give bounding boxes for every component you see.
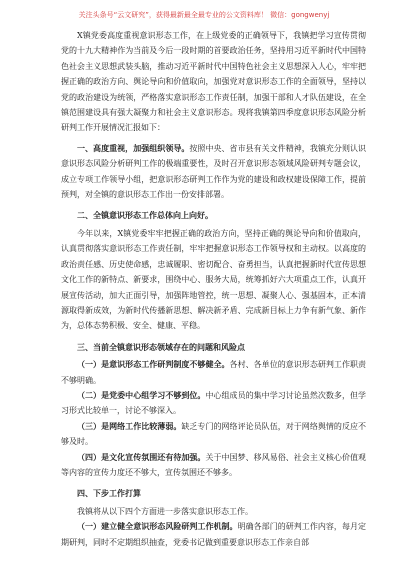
- problem-item: [61, 388, 366, 419]
- section-2-body: 今年以来，X镇党委牢牢把握正确的政治方向，坚持正确的舆论导向和价值取向，认真贯彻落实意识形态工作责任制，牢牢把握意识形态工作领导权和主动权。以高度的政治责任感、历史使命感，忠诚履职、密切配合、奋勇担当，认真把握新时代宣传思想文化工作的新特点、新要求，围绕中心、服务大局，统筹抓好六大项重点工作，认真开展宣传活动，加大正面引导，加强阵地管控，统一思想、凝聚人心、强基固本，正本清源取得新成效，为新时代传播新思想、解决新矛盾、完成新目标上力争有新气象、新作为，总体态势积极、安全、健康、平稳。: [61, 228, 366, 331]
- section-1-body: 按照中央、省市县有关文件精神，我镇充分则认识意识形态风险分析研判工作的极端重要性，及时召开意识形态领域风险研判专题会议，成立专项工作领导小组，把意识形态研判工作作为党的建设和政权建设保障工作，提前预判，对全镇的意识形态工作出一份安排部署。: [61, 143, 367, 200]
- promo-banner[interactable]: 关注头条号“云文研究”，获得最新最全最专业的公文资料库！ 微信：gongwenyj: [78, 11, 330, 19]
- problem-item: [61, 419, 366, 450]
- section-4-intro: 我镇将从以下四个方面进一步落实意识形态工作。: [77, 506, 253, 516]
- problem-item-title: （二）是党委中心组学习不够到位。: [77, 389, 206, 400]
- problem-item-title: （三）是网络工作比较薄弱。: [77, 420, 182, 431]
- section-1: [61, 141, 366, 203]
- section-1-title: 一、高度重视，加强组织领导。: [77, 142, 190, 153]
- intro-paragraph: X镇党委高度重视意识形态工作，在上级党委的正确领导下，我镇把学习宣传贯彻党的十九大精神作为当前及今后一段时期的首要政治任务，坚持用习近平新时代中国特色社会主义思想武装头脑，推动习近平新时代中国特色社会主义思想深入人心，牢牢把握正确的政治方向、舆论导向和价值取向，加强党对意识形态工作的全面领导，坚持以党的政治建设为统领，严格落实意识形态工作责任制，加强干部和人才队伍建设，在全镇范围建设具有强大凝聚力和社会主义意识形态。现将我镇第四季度意识形态风险分析研判工作开展情况汇报如下：: [61, 31, 366, 133]
- plan-item-body: 明确各部门的研判工作内容，每月定期研判，同时不定期组织抽查，党委书记做到重要意识形态工作亲自部: [61, 522, 367, 547]
- problem-item-body: 中心组成员的集中学习讨论虽然次数多，但学习形式比较单一，讨论不够深入。: [61, 390, 367, 416]
- problem-item-body: 缺乏专门的网络评论员队伍，对于网络舆情的反应不够及时。: [61, 421, 367, 447]
- problem-item-title: （一）是意识形态工作研判制度不够健全。: [77, 359, 230, 370]
- plan-item-title: （一）建立健全意识形态风险研判工作机制。: [77, 521, 238, 532]
- problem-item-title: （四）是文化宣传氛围还有待加强。: [77, 451, 206, 462]
- document-content: [61, 28, 366, 550]
- section-2-title: 二、全镇意识形态工作总体向上向好。: [77, 210, 213, 221]
- problem-item-body: 关于中国梦、移风易俗、社会主义核心价值观等内容的宣传力度还不够大，宣传氛围还不够多。: [61, 452, 367, 477]
- problem-item: [61, 450, 366, 481]
- section-3-title: 三、当前全镇意识形态领域存在的问题和风险点: [77, 341, 245, 352]
- problem-item: [61, 357, 366, 388]
- plan-item: [61, 519, 366, 550]
- section-4-title: 四、下步工作打算: [77, 488, 141, 499]
- problem-item-body: 各村、各单位的意识形态研判工作职责不够明确。: [61, 360, 367, 385]
